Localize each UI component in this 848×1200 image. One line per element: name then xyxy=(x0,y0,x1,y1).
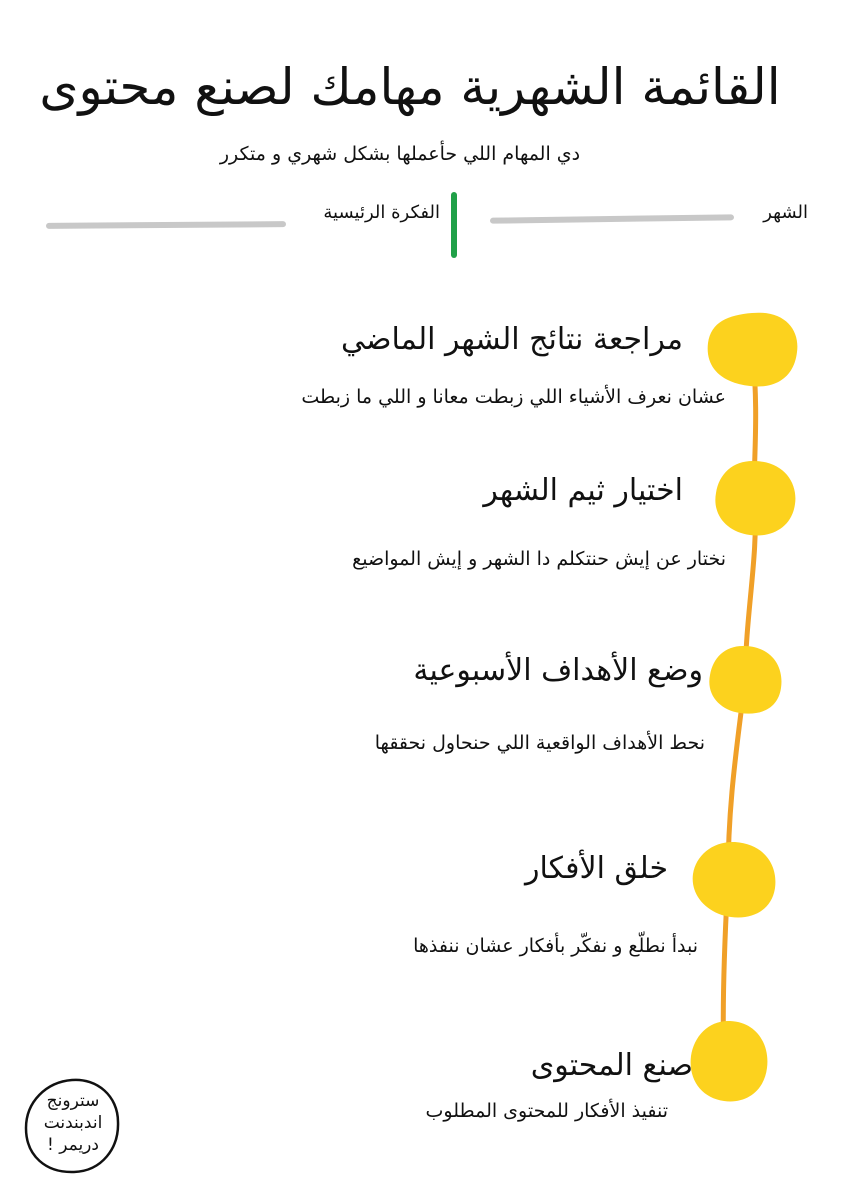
month-label: الشهر xyxy=(763,202,808,223)
step-desc-5: تنفيذ الأفكار للمحتوى المطلوب xyxy=(425,1100,668,1122)
page-title: القائمة الشهرية مهامك لصنع محتوى xyxy=(39,58,781,116)
step-desc-2: نختار عن إيش حنتكلم دا الشهر و إيش المواضيع xyxy=(352,548,726,570)
step-title-1: مراجعة نتائج الشهر الماضي xyxy=(341,322,683,357)
page-subtitle: دي المهام اللي حأعملها بشكل شهري و متكرر xyxy=(219,143,581,165)
main-idea-label: الفكرة الرئيسية xyxy=(323,202,440,223)
badge-line-3: دريمر ! xyxy=(47,1135,99,1155)
timeline-dot-4 xyxy=(693,842,776,918)
step-desc-1: عشان نعرف الأشياء اللي زبطت معانا و اللي ما زبطت xyxy=(301,386,726,408)
step-title-4: خلق الأفكار xyxy=(524,851,668,886)
badge-line-1: سترونج xyxy=(46,1091,100,1111)
step-title-2: اختيار ثيم الشهر xyxy=(483,473,683,508)
step-desc-3: نحط الأهداف الواقعية اللي حنحاول نحققها xyxy=(374,732,705,754)
timeline-dot-3 xyxy=(709,646,781,714)
step-desc-4: نبدأ نطلّع و نفكّر بأفكار عشان ننفذها xyxy=(413,935,698,957)
timeline-dot-5 xyxy=(691,1021,768,1101)
step-title-3: وضع الأهداف الأسبوعية xyxy=(413,653,703,688)
step-title-5: صنع المحتوى xyxy=(530,1048,693,1083)
timeline-dot-1 xyxy=(708,313,798,387)
badge-text xyxy=(30,1090,116,1156)
timeline-dot-2 xyxy=(715,461,795,536)
badge-line-2: اندبندنت xyxy=(43,1113,103,1133)
